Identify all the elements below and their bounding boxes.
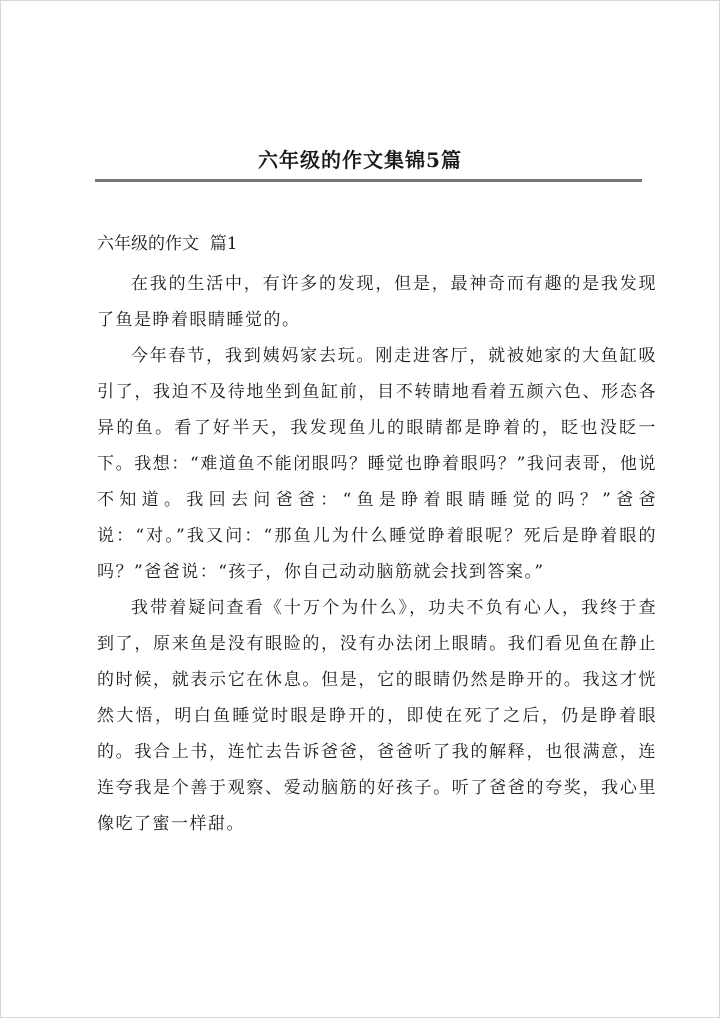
section-heading: 六年级的作文 篇1 (97, 234, 238, 254)
paragraph-3: 我带着疑问查看《十万个为什么》，功夫不负有心人，我终于查到了，原来鱼是没有眼睑的，没有办法闭上眼睛。我们看见鱼在静止的时候，就表示它在休息。但是，它的眼睛仍然是睁开的。我这才恍然大悟，明白鱼睡觉时眼是睁开的，即使在死了之后，仍是睁着眼的。我合上书，连忙去告诉爸爸，爸爸听了我的解释，也很满意，连连夸我是个善于观察、爱动脑筋的好孩子。听了爸爸的夸奖，我心里像吃了蜜一样甜。 (97, 598, 657, 834)
document-title: 六年级的作文集锦5篇 (258, 148, 462, 172)
paragraph-1: 在我的生活中，有许多的发现，但是，最神奇而有趣的是我发现了鱼是睁着眼睛睡觉的。 (97, 274, 657, 330)
essay-body (97, 266, 657, 842)
title-underline-rule (95, 179, 642, 182)
paragraph-2: 今年春节，我到姨妈家去玩。刚走进客厅，就被她家的大鱼缸吸引了，我迫不及待地坐到鱼缸前，目不转睛地看着五颜六色、形态各异的鱼。看了好半天，我发现鱼儿的眼睛都是睁着的，眨也没眨一下。我想：“难道鱼不能闭眼吗？睡觉也睁着眼吗？”我问表哥，他说不知道。我回去问爸爸：“鱼是睁着眼睛睡觉的吗？”爸爸说：“对。”我又问：“那鱼儿为什么睡觉睁着眼呢？死后是睁着眼的吗？”爸爸说：“孩子，你自己动动脑筋就会找到答案。” (97, 346, 657, 582)
